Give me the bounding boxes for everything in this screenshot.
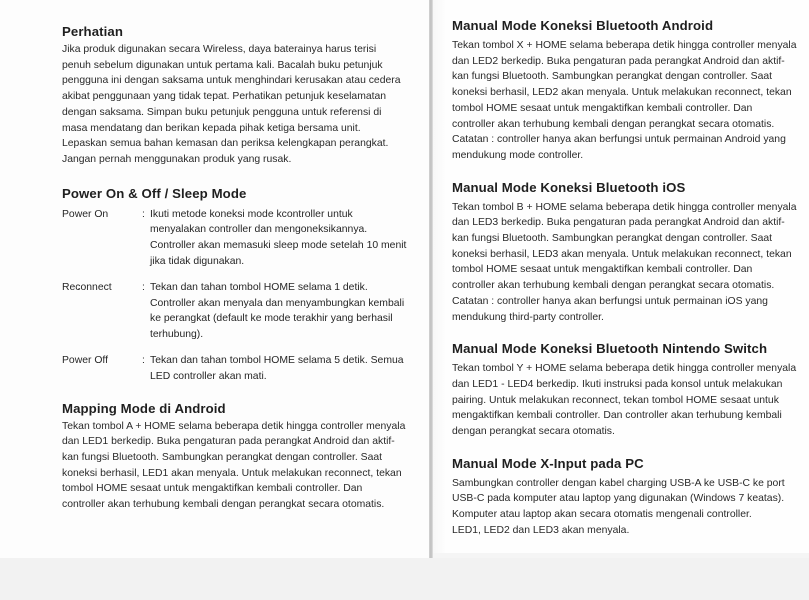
power-on-row — [62, 207, 414, 270]
section-title-bt-ios: Manual Mode Koneksi Bluetooth iOS — [452, 179, 686, 195]
left-column — [62, 22, 414, 513]
scan-background — [0, 558, 809, 600]
section-xinput — [452, 456, 804, 539]
section-title-mapping: Mapping Mode di Android — [62, 400, 226, 416]
reconnect-sep: : — [142, 281, 145, 293]
section-text-bt-switch: Tekan tombol Y + HOME selama beberapa detik hingga controller menyala dan LED1 - LED4 berkedip. Ikuti instruksi pada konsol untuk melakukan pairing. Untuk melakukan reconnect, tekan tombol HOME sesaat untuk mengaktifkan kembali controller. Dan controller akan terhubung kembali dengan perangkat secara otomatis. — [452, 363, 797, 438]
power-off-row — [62, 353, 414, 385]
section-perhatian — [62, 24, 414, 168]
right-column — [452, 18, 804, 539]
section-bt-android — [452, 18, 804, 164]
power-off-label: Power Off — [62, 355, 109, 366]
power-on-text: Ikuti metode koneksi mode kcontroller untuk menyalakan controller dan mengoneksikannya. Controller akan memasuki sleep mode setelah 10 menit jika tidak digunakan. — [150, 208, 407, 268]
section-text-bt-android: Tekan tombol X + HOME selama beberapa detik hingga controller menyala dan LED2 berkedip. Buka pengaturan pada perangkat Android dan aktif- kan fungsi Bluetooth. Sambungkan perangkat dengan controller. Saat koneksi berhasil, LED2 akan menyala. Untuk melakukan reconnect, tekan tombol HOME sesaat untuk mengaktifkan kembali controller. Dan controller akan terhubung kembali dengan perangkat secara otomatis. Catatan : controller hanya akan berfungsi untuk permainan Android yang mendukung mode controller. — [452, 40, 797, 161]
section-bt-switch — [452, 341, 804, 440]
section-text-xinput: Sambungkan controller dengan kabel charging USB-A ke USB-C ke port USB-C pada komputer atau laptop yang digunakan (Windows 7 keatas). Komputer atau laptop akan secara otomatis mengenali controller. LED1, LED2 dan LED3 akan menyala. — [452, 477, 785, 536]
section-title-bt-android: Manual Mode Koneksi Bluetooth Android — [452, 18, 714, 33]
reconnect-row — [62, 280, 414, 343]
power-off-sep: : — [142, 355, 145, 366]
power-off-text: Tekan dan tahan tombol HOME selama 5 detik. Semua LED controller akan mati. — [150, 355, 404, 382]
section-mapping — [62, 401, 414, 513]
section-title-xinput: Manual Mode X-Input pada PC — [452, 455, 644, 471]
section-text-bt-ios: Tekan tombol B + HOME selama beberapa detik hingga controller menyala dan LED3 berkedip. Buka pengaturan pada perangkat Android dan aktif- kan fungsi Bluetooth. Sambungkan perangkat dengan controller. Saat koneksi berhasil, LED3 akan menyala. Untuk melakukan reconnect, tekan tombol HOME sesaat untuk mengaktifkan kembali controller. Dan controller akan terhubung kembali dengan perangkat secara otomatis. Catatan : controller hanya akan berfungsi untuk permainan iOS yang mendukung third-party controller. — [452, 201, 797, 323]
page-fold — [429, 0, 433, 560]
section-title-power: Power On & Off / Sleep Mode — [62, 185, 247, 201]
section-power — [62, 186, 414, 385]
reconnect-label: Reconnect — [62, 281, 112, 293]
power-on-sep: : — [142, 208, 145, 220]
reconnect-text: Tekan dan tahan tombol HOME selama 1 detik. Controller akan menyala dan menyambungkan kembali ke perangkat (default ke mode terakhir yang berhasil terhubung). — [150, 281, 405, 341]
section-bt-ios — [452, 180, 804, 326]
section-title-bt-switch: Manual Mode Koneksi Bluetooth Nintendo Switch — [452, 341, 768, 357]
section-text-mapping: Tekan tombol A + HOME selama beberapa detik hingga controller menyala dan LED1 berkedip. Buka pengaturan pada perangkat Android dan aktif- kan fungsi Bluetooth. Sambungkan perangkat dengan controller. Saat koneksi berhasil, LED1 akan menyala. Untuk melakukan reconnect, tekan tombol HOME sesaat untuk mengaktifkan kembali controller. Dan controller akan terhubung kembali dengan perangkat secara otomatis. — [62, 420, 406, 511]
section-text-perhatian: Jika produk digunakan secara Wireless, daya baterainya harus terisi penuh sebelum digunakan untuk pertama kali. Bacalah buku petunjuk pengguna ini dengan saksama untuk menghindari kerusakan atau cedera akibat penggunaan yang tidak tepat. Perhatikan petunjuk keselamatan dengan saksama. Simpan buku petunjuk pengguna untuk referensi di masa mendatang dan berikan kepada pihak ketiga bersama unit. Lepaskan semua bahan kemasan dan periksa kelengkapan perangkat. Jangan pernah menggunakan produk yang rusak. — [62, 44, 401, 165]
section-title-perhatian: Perhatian — [62, 24, 123, 39]
power-on-label: Power On — [62, 208, 109, 220]
